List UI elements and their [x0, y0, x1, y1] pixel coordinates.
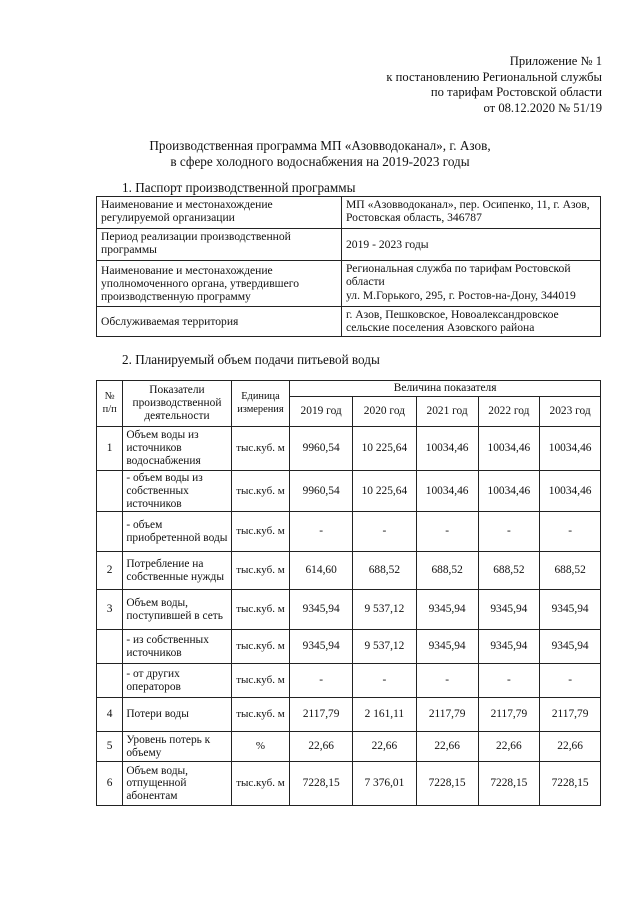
row-value: 9345,94: [290, 630, 353, 664]
row-value: -: [353, 512, 417, 552]
row-value: 9960,54: [290, 471, 353, 512]
row-value: 10034,46: [478, 427, 540, 471]
row-value: 22,66: [290, 732, 353, 762]
row-value: 9345,94: [478, 630, 540, 664]
row-value: 10 225,64: [353, 427, 417, 471]
header-num: № п/п: [97, 381, 123, 427]
row-value: 7228,15: [290, 762, 353, 806]
document-title: [0, 138, 640, 169]
row-indicator: - из собственных источников: [123, 630, 231, 664]
row-num: 5: [97, 732, 123, 762]
row-unit: тыс.куб. м: [231, 552, 290, 590]
title-line: в сфере холодного водоснабжения на 2019-2023 годы: [170, 153, 470, 169]
row-value: 7228,15: [540, 762, 601, 806]
passport-label: Обслуживаемая территория: [97, 307, 342, 337]
volume-table-body: [97, 427, 601, 806]
row-value: -: [478, 664, 540, 698]
section-heading-volume: 2. Планируемый объем подачи питьевой воды: [122, 352, 380, 367]
passport-label: Период реализации производственной программы: [97, 229, 342, 261]
row-value: 9345,94: [478, 590, 540, 630]
appendix-line: к постановлению Региональной службы: [386, 69, 602, 84]
row-value: 2117,79: [478, 698, 540, 732]
row-unit: тыс.куб. м: [231, 762, 290, 806]
row-value: 2117,79: [416, 698, 478, 732]
row-value: 9345,94: [540, 590, 601, 630]
row-value: 10034,46: [416, 427, 478, 471]
table-row: [97, 590, 601, 630]
row-value: 2117,79: [290, 698, 353, 732]
header-year: 2021 год: [416, 397, 478, 427]
appendix-line: по тарифам Ростовской области: [430, 85, 602, 99]
row-value: 10034,46: [416, 471, 478, 512]
row-value: 9 537,12: [353, 590, 417, 630]
row-value: -: [353, 664, 417, 698]
row-value: 22,66: [540, 732, 601, 762]
row-unit: %: [231, 732, 290, 762]
row-unit: тыс.куб. м: [231, 471, 290, 512]
row-indicator: - от других операторов: [123, 664, 231, 698]
table-row: [97, 552, 601, 590]
row-value: -: [416, 664, 478, 698]
row-unit: тыс.куб. м: [231, 427, 290, 471]
row-indicator: Объем воды, поступившей в сеть: [123, 590, 231, 630]
row-indicator: Уровень потерь к объему: [123, 732, 231, 762]
passport-label: Наименование и местонахождение регулируемой организации: [97, 197, 342, 229]
appendix-block: [302, 54, 602, 116]
table-row: [97, 732, 601, 762]
row-indicator: Объем воды, отпущенной абонентам: [123, 762, 231, 806]
passport-value: МП «Азовводоканал», пер. Осипенко, 11, г. Азов, Ростовская область, 346787: [342, 197, 601, 229]
header-value-group: Величина показателя: [290, 381, 601, 397]
row-indicator: - объем воды из собственных источников: [123, 471, 231, 512]
row-value: -: [290, 512, 353, 552]
header-indicator: Показатели производственной деятельности: [123, 381, 231, 427]
table-row: [97, 630, 601, 664]
row-unit: тыс.куб. м: [231, 630, 290, 664]
row-value: 9345,94: [540, 630, 601, 664]
row-value: 688,52: [416, 552, 478, 590]
row-value: 688,52: [478, 552, 540, 590]
row-value: 9960,54: [290, 427, 353, 471]
row-value: 10 225,64: [353, 471, 417, 512]
title-line: Производственная программа МП «Азовводоканал», г. Азов,: [149, 138, 491, 153]
row-num: [97, 664, 123, 698]
row-num: 1: [97, 427, 123, 471]
row-indicator: Потребление на собственные нужды: [123, 552, 231, 590]
passport-value: 2019 - 2023 годы: [342, 229, 601, 261]
row-value: -: [540, 512, 601, 552]
row-value: 7 376,01: [353, 762, 417, 806]
passport-value-line: Региональная служба по тарифам Ростовской области: [346, 262, 571, 289]
row-num: [97, 512, 123, 552]
row-unit: тыс.куб. м: [231, 590, 290, 630]
row-value: 688,52: [540, 552, 601, 590]
header-year: 2023 год: [540, 397, 601, 427]
header-year: 2020 год: [353, 397, 417, 427]
row-value: 7228,15: [478, 762, 540, 806]
row-value: 2117,79: [540, 698, 601, 732]
row-value: 9 537,12: [353, 630, 417, 664]
row-num: [97, 471, 123, 512]
row-unit: тыс.куб. м: [231, 512, 290, 552]
appendix-line: Приложение № 1: [509, 54, 602, 68]
row-value: 22,66: [416, 732, 478, 762]
row-indicator: Объем воды из источников водоснабжения: [123, 427, 231, 471]
passport-table: [96, 196, 601, 337]
header-unit: Единица измерения: [231, 381, 290, 427]
passport-value: [342, 261, 601, 307]
row-unit: тыс.куб. м: [231, 664, 290, 698]
table-row: [97, 698, 601, 732]
row-value: -: [540, 664, 601, 698]
row-unit: тыс.куб. м: [231, 698, 290, 732]
passport-value-line: ул. М.Горького, 295, г. Ростов-на-Дону, 344019: [346, 288, 576, 302]
row-value: -: [416, 512, 478, 552]
table-row: [97, 762, 601, 806]
row-num: 3: [97, 590, 123, 630]
header-year: 2022 год: [478, 397, 540, 427]
row-value: 7228,15: [416, 762, 478, 806]
row-value: 10034,46: [478, 471, 540, 512]
passport-row: [97, 197, 601, 229]
passport-row: [97, 261, 601, 307]
appendix-line: от 08.12.2020 № 51/19: [483, 100, 602, 115]
passport-value: г. Азов, Пешковское, Новоалександровское сельские поселения Азовского района: [342, 307, 601, 337]
row-value: 10034,46: [540, 471, 601, 512]
row-indicator: - объем приобретенной воды: [123, 512, 231, 552]
passport-label: Наименование и местонахождение уполномоченного органа, утвердившего производственную программу: [97, 261, 342, 307]
row-num: 2: [97, 552, 123, 590]
passport-row: [97, 307, 601, 337]
row-value: -: [290, 664, 353, 698]
row-value: 688,52: [353, 552, 417, 590]
header-year: 2019 год: [290, 397, 353, 427]
row-value: 614,60: [290, 552, 353, 590]
row-value: 22,66: [353, 732, 417, 762]
header-row: [97, 381, 601, 397]
row-indicator: Потери воды: [123, 698, 231, 732]
row-value: 9345,94: [416, 630, 478, 664]
table-row: [97, 427, 601, 471]
row-value: -: [478, 512, 540, 552]
row-value: 22,66: [478, 732, 540, 762]
volume-table: [96, 380, 601, 806]
passport-row: [97, 229, 601, 261]
row-value: 2 161,11: [353, 698, 417, 732]
row-num: 6: [97, 762, 123, 806]
row-value: 9345,94: [416, 590, 478, 630]
table-row: [97, 512, 601, 552]
table-row: [97, 664, 601, 698]
row-num: 4: [97, 698, 123, 732]
table-row: [97, 471, 601, 512]
row-value: 9345,94: [290, 590, 353, 630]
row-value: 10034,46: [540, 427, 601, 471]
row-num: [97, 630, 123, 664]
section-heading-passport: 1. Паспорт производственной программы: [122, 180, 356, 195]
